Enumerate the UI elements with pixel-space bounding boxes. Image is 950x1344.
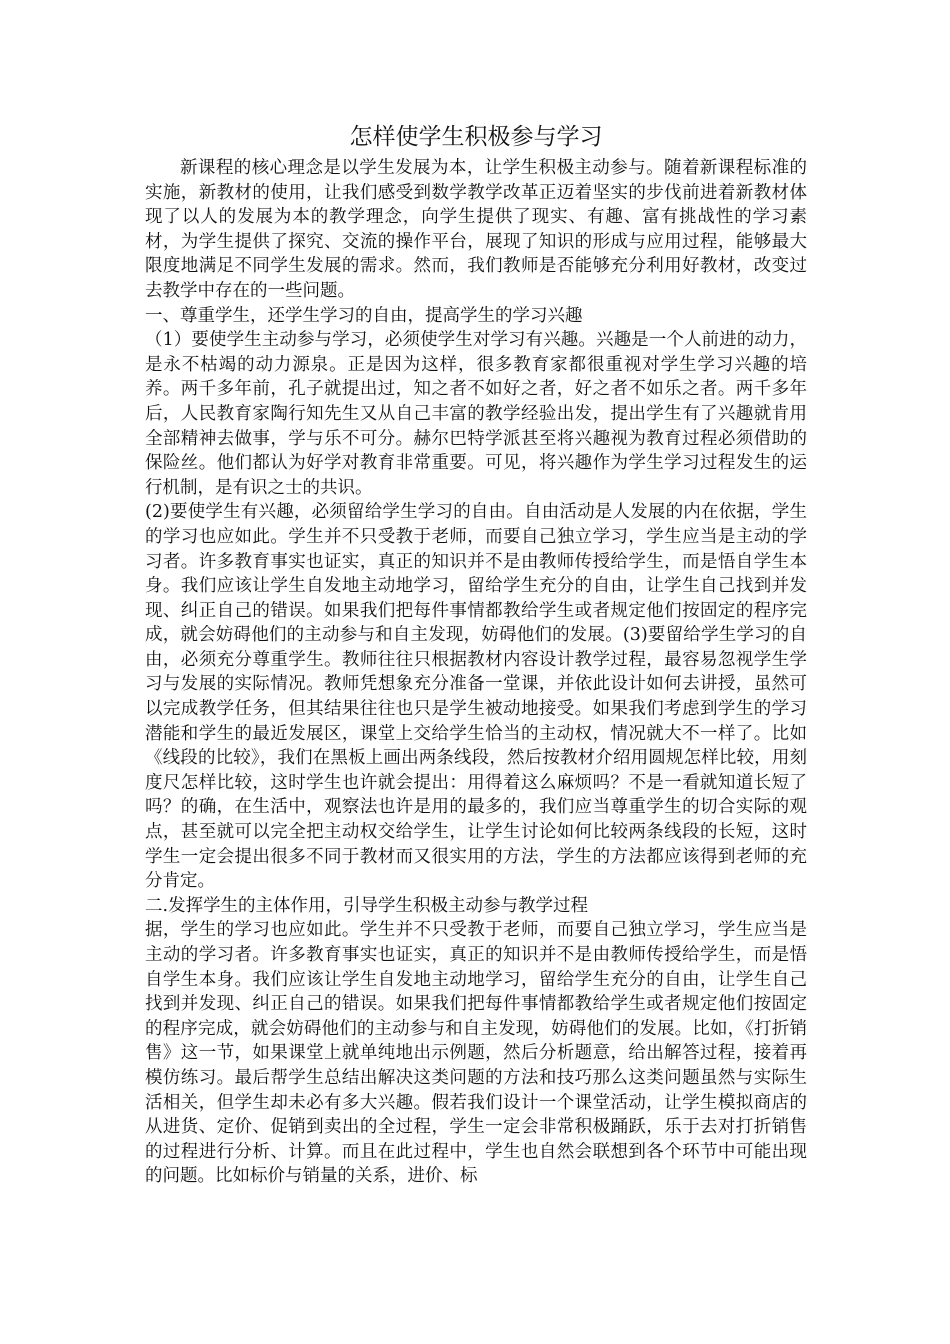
document-title: 怎样使学生积极参与学习	[349, 124, 603, 150]
section-2-heading: 二.发挥学生的主体作用，引导学生积极主动参与教学过程	[145, 895, 589, 916]
section-1-paragraph-1: （1）要使学生主动参与学习，必须使学生对学习有兴趣。兴趣是一个人前进的动力，是永不枯竭的动力源泉。正是因为这样，很多教育家都很重视对学生学习兴趣的培养。两千多年前，孔子就提出过，知之者不如好之者，好之者不如乐之者。两千多年后，人民教育家陶行知先生又从自己丰富的教学经验出发，提出学生有了兴趣就肯用全部精神去做事，学与乐不可分。赫尔巴特学派甚至将兴趣视为教育过程必须借助的保险丝。他们都认为好学对教育非常重要。可见，将兴趣作为学生学习过程发生的运行机制，是有识之士的共识。	[145, 330, 807, 498]
document-page	[145, 118, 807, 1189]
section-2-paragraph-1: 据，学生的学习也应如此。学生并不只受教于老师，而要自己独立学习，学生应当是主动的学习者。许多教育事实也证实，真正的知识并不是由教师传授给学生，而是悟自学生本身。我们应该让学生自发地主动地学习，留给学生充分的自由，让学生自己找到并发现、纠正自己的错误。如果我们把每件事情都教给学生或者规定他们按固定的程序完成，就会妨碍他们的主动参与和自主发现，妨碍他们的发展。比如，《打折销售》这一节，如果课堂上就单纯地出示例题，然后分析题意，给出解答过程，接着再模仿练习。最后帮学生总结出解决这类问题的方法和技巧那么这类问题虽然与实际生活相关，但学生却未必有多大兴趣。假若我们设计一个课堂活动，让学生模拟商店的从进货、定价、促销到卖出的全过程，学生一定会非常积极踊跃，乐于去对打折销售的过程进行分析、计算。而且在此过程中，学生也自然会联想到各个环节中可能出现的问题。比如标价与销量的关系，进价、标	[145, 920, 807, 1187]
intro-paragraph: 新课程的核心理念是以学生发展为本，让学生积极主动参与。随着新课程标准的实施，新教材的使用，让我们感受到数学教学改革正迈着坚实的步伐前进着新教材体现了以人的发展为本的教学理念，向学生提供了现实、有趣、富有挑战性的学习素材，为学生提供了探究、交流的操作平台，展现了知识的形成与应用过程，能够最大限度地满足不同学生发展的需求。然而，我们教师是否能够充分利用好教材，改变过去教学中存在的一些问题。	[145, 158, 807, 301]
section-1-paragraph-2: (2)要使学生有兴趣，必须留给学生学习的自由。自由活动是人发展的内在依据，学生的学习也应如此。学生并不只受教于老师，而要自己独立学习，学生应当是主动的学习者。许多教育事实也证实，真正的知识并不是由教师传授给学生，而是悟自学生本身。我们应该让学生自发地主动地学习，留给学生充分的自由，让学生自己找到并发现、纠正自己的错误。如果我们把每件事情都教给学生或者规定他们按固定的程序完成，就会妨碍他们的主动参与和自主发现，妨碍他们的发展。(3)要留给学生学习的自由，必须充分尊重学生。教师往往只根据教材内容设计教学过程，最容易忽视学生学习与发展的实际情况。教师凭想象充分准备一堂课，并依此设计如何去讲授，虽然可以完成教学任务，但其结果往往也只是学生被动地接受。如果我们考虑到学生的学习潜能和学生的最近发展区，课堂上交给学生恰当的主动权，情况就大不一样了。比如《线段的比较》，我们在黑板上画出两条线段，然后按教材介绍用圆规怎样比较，用刻度尺怎样比较，这时学生也许就会提出：用得着这么麻烦吗？不是一看就知道长短了吗？的确，在生活中，观察法也许是用的最多的，我们应当尊重学生的切合实际的观点，甚至就可以完全把主动权交给学生，让学生讨论如何比较两条线段的长短，这时学生一定会提出很多不同于教材而又很实用的方法，学生的方法都应该得到老师的充分肯定。	[145, 502, 807, 892]
section-1-heading: 一、尊重学生，还学生学习的自由，提高学生的学习兴趣	[145, 305, 583, 326]
